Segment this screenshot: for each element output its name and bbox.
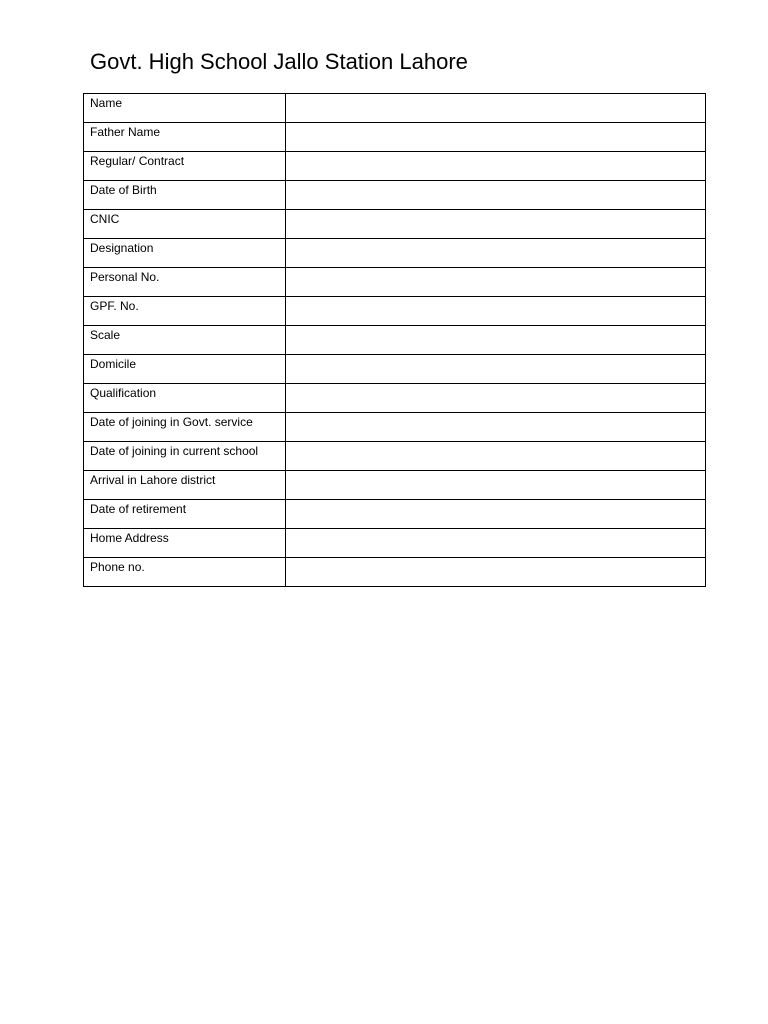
field-label: Arrival in Lahore district bbox=[84, 471, 286, 500]
field-label: Home Address bbox=[84, 529, 286, 558]
table-row bbox=[84, 297, 706, 326]
page-title: Govt. High School Jallo Station Lahore bbox=[90, 49, 468, 74]
field-label: Designation bbox=[84, 239, 286, 268]
field-value[interactable] bbox=[286, 210, 706, 239]
field-label: Date of Birth bbox=[84, 181, 286, 210]
field-label: Domicile bbox=[84, 355, 286, 384]
field-value[interactable] bbox=[286, 326, 706, 355]
field-label: Scale bbox=[84, 326, 286, 355]
field-value[interactable] bbox=[286, 558, 706, 587]
field-value[interactable] bbox=[286, 384, 706, 413]
table-row bbox=[84, 471, 706, 500]
table-row bbox=[84, 326, 706, 355]
field-label: Qualification bbox=[84, 384, 286, 413]
table-row bbox=[84, 413, 706, 442]
field-value[interactable] bbox=[286, 500, 706, 529]
employee-info-table bbox=[83, 93, 706, 587]
field-label: Date of joining in current school bbox=[84, 442, 286, 471]
table-row bbox=[84, 210, 706, 239]
field-label: Date of joining in Govt. service bbox=[84, 413, 286, 442]
field-label: Phone no. bbox=[84, 558, 286, 587]
field-value[interactable] bbox=[286, 442, 706, 471]
table-row bbox=[84, 384, 706, 413]
field-value[interactable] bbox=[286, 268, 706, 297]
table-row bbox=[84, 529, 706, 558]
field-value[interactable] bbox=[286, 152, 706, 181]
field-label: GPF. No. bbox=[84, 297, 286, 326]
table-row bbox=[84, 94, 706, 123]
table-row bbox=[84, 152, 706, 181]
field-label: Personal No. bbox=[84, 268, 286, 297]
table-row bbox=[84, 500, 706, 529]
field-value[interactable] bbox=[286, 123, 706, 152]
table-row bbox=[84, 268, 706, 297]
table-row bbox=[84, 558, 706, 587]
field-label: Name bbox=[84, 94, 286, 123]
field-value[interactable] bbox=[286, 471, 706, 500]
table-row bbox=[84, 239, 706, 268]
table-row bbox=[84, 442, 706, 471]
field-label: Regular/ Contract bbox=[84, 152, 286, 181]
table-row bbox=[84, 123, 706, 152]
field-value[interactable] bbox=[286, 413, 706, 442]
field-label: Date of retirement bbox=[84, 500, 286, 529]
field-value[interactable] bbox=[286, 297, 706, 326]
field-value[interactable] bbox=[286, 239, 706, 268]
field-label: Father Name bbox=[84, 123, 286, 152]
field-value[interactable] bbox=[286, 94, 706, 123]
field-label: CNIC bbox=[84, 210, 286, 239]
field-value[interactable] bbox=[286, 355, 706, 384]
table-row bbox=[84, 181, 706, 210]
table-row bbox=[84, 355, 706, 384]
employee-info-table-body bbox=[84, 94, 706, 587]
field-value[interactable] bbox=[286, 529, 706, 558]
field-value[interactable] bbox=[286, 181, 706, 210]
